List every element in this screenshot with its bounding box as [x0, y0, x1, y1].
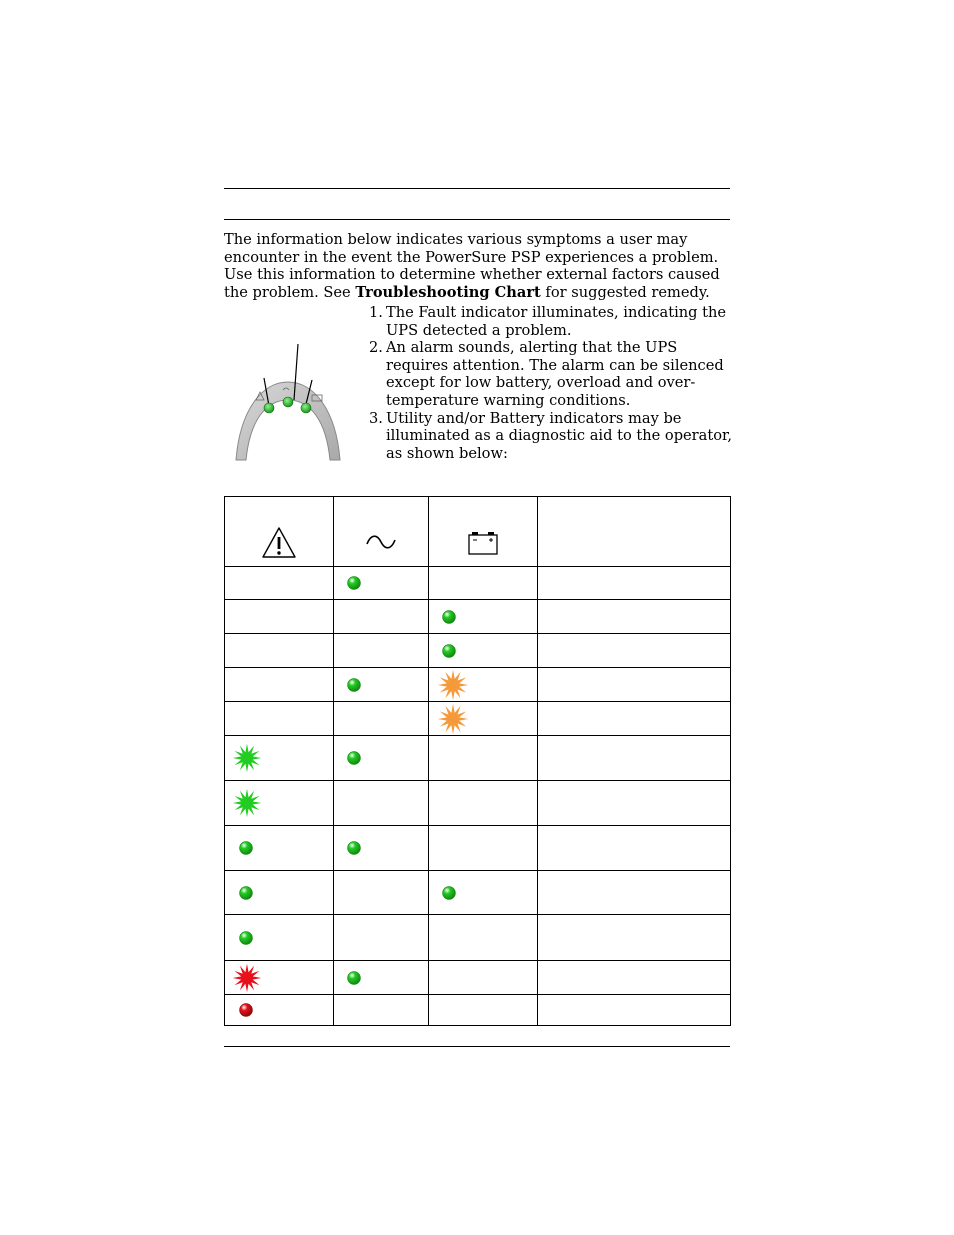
green-led-on-icon — [346, 575, 362, 591]
utility-cell — [334, 702, 429, 736]
description-cell — [538, 668, 731, 702]
fault-column-header — [225, 497, 334, 567]
symptom-list — [366, 304, 732, 462]
utility-cell — [334, 567, 429, 600]
utility-column-header — [334, 497, 429, 567]
orange-led-flashing-icon — [437, 669, 469, 701]
list-text: Utility and/or Battery indicators may be illuminated as a diagnostic aid to the operator, as shown below: — [386, 409, 733, 462]
battery-icon — [467, 530, 499, 556]
battery-cell — [429, 826, 538, 871]
description-cell — [538, 995, 731, 1026]
green-led-flashing-icon — [232, 788, 262, 818]
intro-text-end: for suggested remedy. — [540, 283, 710, 301]
green-led-on-icon — [441, 609, 457, 625]
green-led-on-icon — [238, 930, 254, 946]
utility-cell — [334, 634, 429, 668]
utility-cell — [334, 781, 429, 826]
indicator-table — [224, 496, 731, 1026]
fault-cell — [225, 702, 334, 736]
battery-cell — [429, 871, 538, 915]
fault-cell — [225, 600, 334, 634]
description-cell — [538, 781, 731, 826]
table-row — [225, 600, 731, 634]
battery-cell — [429, 736, 538, 781]
list-text: The Fault indicator illuminates, indicating the UPS detected a problem. — [386, 304, 727, 339]
warning-triangle-icon — [261, 526, 297, 560]
utility-cell — [334, 961, 429, 995]
table-row — [225, 634, 731, 668]
description-cell — [538, 961, 731, 995]
table-row — [225, 668, 731, 702]
table-row — [225, 567, 731, 600]
sine-wave-icon — [364, 532, 398, 552]
table-row — [225, 871, 731, 915]
list-number: 2. — [369, 339, 383, 357]
list-text: An alarm sounds, alerting that the UPS requires attention. The alarm can be silenced except for low battery, overload and over-temperature warning conditions. — [386, 339, 724, 409]
battery-cell — [429, 600, 538, 634]
red-led-on-icon — [238, 1002, 254, 1018]
green-led-on-icon — [238, 840, 254, 856]
bottom-rule — [224, 1046, 730, 1047]
table-header-row — [225, 497, 731, 567]
green-led-on-icon — [346, 750, 362, 766]
fault-cell — [225, 961, 334, 995]
green-led-on-icon — [441, 643, 457, 659]
utility-cell — [334, 600, 429, 634]
green-led-on-icon — [346, 677, 362, 693]
fault-cell — [225, 736, 334, 781]
battery-cell — [429, 961, 538, 995]
description-cell — [538, 634, 731, 668]
description-cell — [538, 600, 731, 634]
fault-cell — [225, 915, 334, 961]
battery-column-header — [429, 497, 538, 567]
intro-paragraph — [224, 231, 730, 301]
description-cell — [538, 915, 731, 961]
green-led-flashing-icon — [232, 743, 262, 773]
battery-cell — [429, 995, 538, 1026]
list-item — [366, 410, 732, 463]
description-cell — [538, 736, 731, 781]
utility-cell — [334, 826, 429, 871]
list-number: 1. — [369, 304, 383, 321]
troubleshooting-chart-reference: Troubleshooting Chart — [355, 283, 541, 301]
battery-cell — [429, 668, 538, 702]
battery-cell — [429, 781, 538, 826]
battery-cell — [429, 634, 538, 668]
table-row — [225, 915, 731, 961]
intro-text: The information below indicates various symptoms a user may encounter in the event the PowerSure PSP experiences a problem. Use this information to determine whether external factors caused the problem. See — [224, 231, 720, 301]
table-row — [225, 781, 731, 826]
utility-cell — [334, 736, 429, 781]
description-cell — [538, 826, 731, 871]
green-led-on-icon — [238, 885, 254, 901]
green-led-on-icon — [346, 970, 362, 986]
list-item — [366, 339, 732, 409]
fault-cell — [225, 995, 334, 1026]
red-led-flashing-icon — [232, 963, 262, 993]
section-rule — [224, 219, 730, 220]
list-number: 3. — [369, 409, 383, 427]
table-row — [225, 736, 731, 781]
top-rule — [224, 188, 730, 189]
utility-cell — [334, 871, 429, 915]
green-led-on-icon — [346, 840, 362, 856]
fault-cell — [225, 826, 334, 871]
green-led-on-icon — [441, 885, 457, 901]
description-cell — [538, 871, 731, 915]
fault-cell — [225, 871, 334, 915]
table-row — [225, 961, 731, 995]
table-row — [225, 826, 731, 871]
utility-cell — [334, 915, 429, 961]
fault-cell — [225, 634, 334, 668]
orange-led-flashing-icon — [437, 703, 469, 735]
description-column-header — [538, 497, 731, 567]
table-row — [225, 702, 731, 736]
battery-cell — [429, 567, 538, 600]
description-cell — [538, 702, 731, 736]
battery-cell — [429, 702, 538, 736]
fault-cell — [225, 567, 334, 600]
fault-cell — [225, 668, 334, 702]
front-panel-illustration — [232, 340, 344, 464]
battery-cell — [429, 915, 538, 961]
list-item — [366, 304, 732, 339]
table-row — [225, 995, 731, 1026]
utility-cell — [334, 995, 429, 1026]
description-cell — [538, 567, 731, 600]
utility-cell — [334, 668, 429, 702]
fault-cell — [225, 781, 334, 826]
